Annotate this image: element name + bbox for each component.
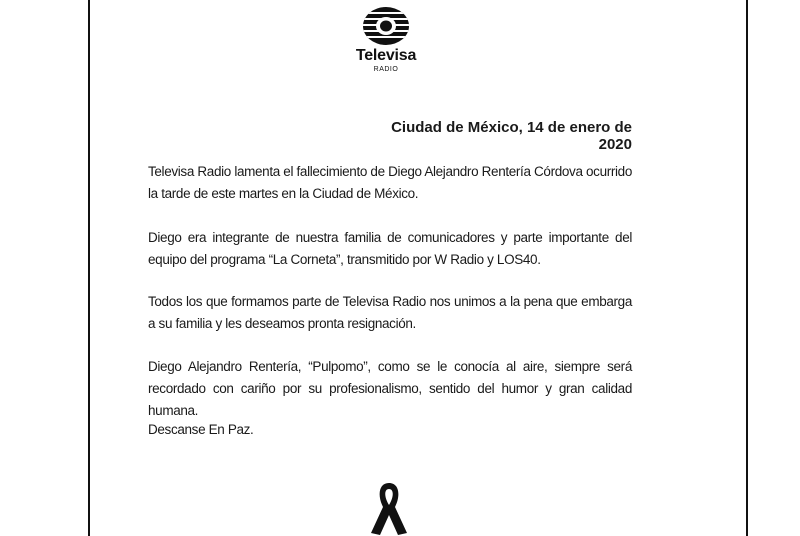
paragraph-closing: Descanse En Paz. [148,422,254,437]
televisa-logo-icon [362,6,410,46]
page-border-left [88,0,90,536]
mourning-ribbon-icon [367,481,411,536]
page-border-right [746,0,748,536]
logo-subtitle: RADIO [373,66,399,73]
paragraph-announcement: Televisa Radio lamenta el fallecimiento de Diego Alejandro Rentería Córdova ocurrido la tarde de este martes en la Ciudad de México. [148,164,632,201]
paragraph-role: Diego era integrante de nuestra familia de comunicadores y parte importante del equipo del programa “La Corneta”, transmitido por W Radio y LOS40. [148,230,632,267]
letter-date: Ciudad de México, 14 de enero de 2020 [391,119,632,153]
televisa-radio-logo [350,6,422,73]
paragraph-condolence: Todos los que formamos parte de Televisa Radio nos unimos a la pena que embarga a su familia y les deseamos pronta resignación. [148,294,632,331]
logo-wordmark: Televisa [355,47,417,64]
paragraph-remembrance: Diego Alejandro Rentería, “Pulpomo”, como se le conocía al aire, siempre será recordado con cariño por su profesionalismo, sentido del humor y gran calidad humana. [148,359,632,418]
